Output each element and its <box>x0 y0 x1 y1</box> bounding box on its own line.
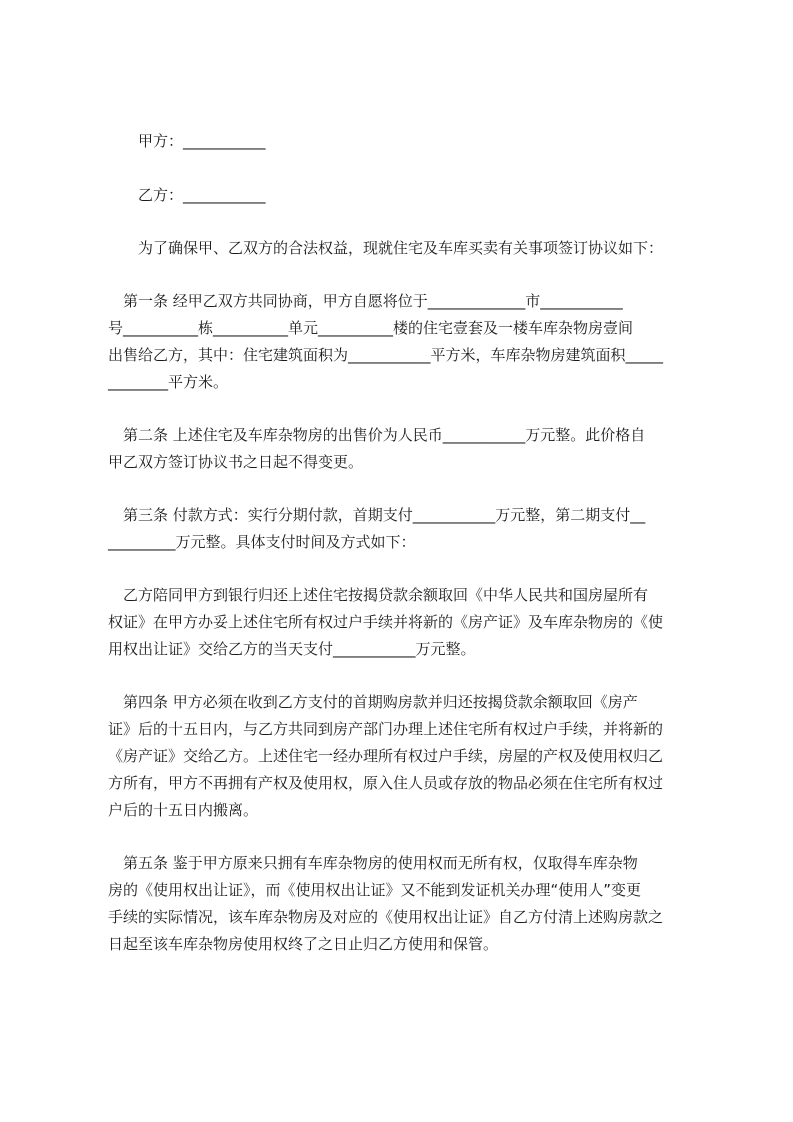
payment-detail-line: 用权出让证》交给乙方的当天支付___________万元整。 <box>108 640 476 658</box>
article-4-line: 《房产证》交给乙方。上述住宅一经办理所有权过户手续，房屋的产权及使用权归乙 <box>108 747 664 765</box>
article-4-line: 第四条 甲方必须在收到乙方支付的首期购房款并归还按揭贷款余额取回《房产 <box>108 693 638 711</box>
party-a-line: 甲方：___________ <box>138 132 266 150</box>
article-4-line: 证》后的十五日内，与乙方共同到房产部门办理上述住宅所有权过户手续，并将新的 <box>108 720 664 738</box>
article-4-line: 方所有，甲方不再拥有产权及使用权，原入住人员或存放的物品必须在住宅所有权过 <box>108 774 664 792</box>
article-1-line: 出售给乙方，其中：住宅建筑面积为___________平方米，车库杂物房建筑面积_____ <box>108 346 664 364</box>
article-4-line: 户后的十五日内搬离。 <box>108 801 259 819</box>
article-5-line: 手续的实际情况，该车库杂物房及对应的《使用权出让证》自乙方付清上述购房款之 <box>108 908 664 926</box>
article-1-line: 第一条 经甲乙双方共同协商，甲方自愿将位于_____________市___________ <box>108 292 623 310</box>
party-b-line: 乙方：___________ <box>138 186 266 204</box>
intro-paragraph: 为了确保甲、乙双方的合法权益，现就住宅及车库买卖有关事项签订协议如下： <box>138 239 664 257</box>
article-2-line: 甲乙双方签订协议书之日起不得变更。 <box>108 453 364 471</box>
article-2-line: 第二条 上述住宅及车库杂物房的出售价为人民币___________万元整。此价格自 <box>108 426 646 444</box>
payment-detail-line: 乙方陪同甲方到银行归还上述住宅按揭贷款余额取回《中华人民共和国房屋所有 <box>108 586 649 604</box>
article-1-line: ________平方米。 <box>108 373 229 391</box>
article-5-line: 第五条 鉴于甲方原来只拥有车库杂物房的使用权而无所有权，仅取得车库杂物 <box>108 854 638 872</box>
article-3-line: 第三条 付款方式：实行分期付款，首期支付___________万元整，第二期支付__ <box>108 506 646 524</box>
payment-detail-line: 权证》在甲方办妥上述住宅所有权过户手续并将新的《房产证》及车库杂物房的《使 <box>108 613 664 631</box>
article-5-line: 房的《使用权出让证》，而《使用权出让证》又不能到发证机关办理“使用人”变更 <box>108 881 642 899</box>
article-1-line: 号__________栋__________单元__________楼的住宅壹套及一楼车库杂物房壹间 <box>108 319 634 337</box>
article-3-line: _________万元整。具体支付时间及方式如下： <box>108 533 416 551</box>
article-5-line: 日起至该车库杂物房使用权终了之日止归乙方使用和保管。 <box>108 935 499 953</box>
